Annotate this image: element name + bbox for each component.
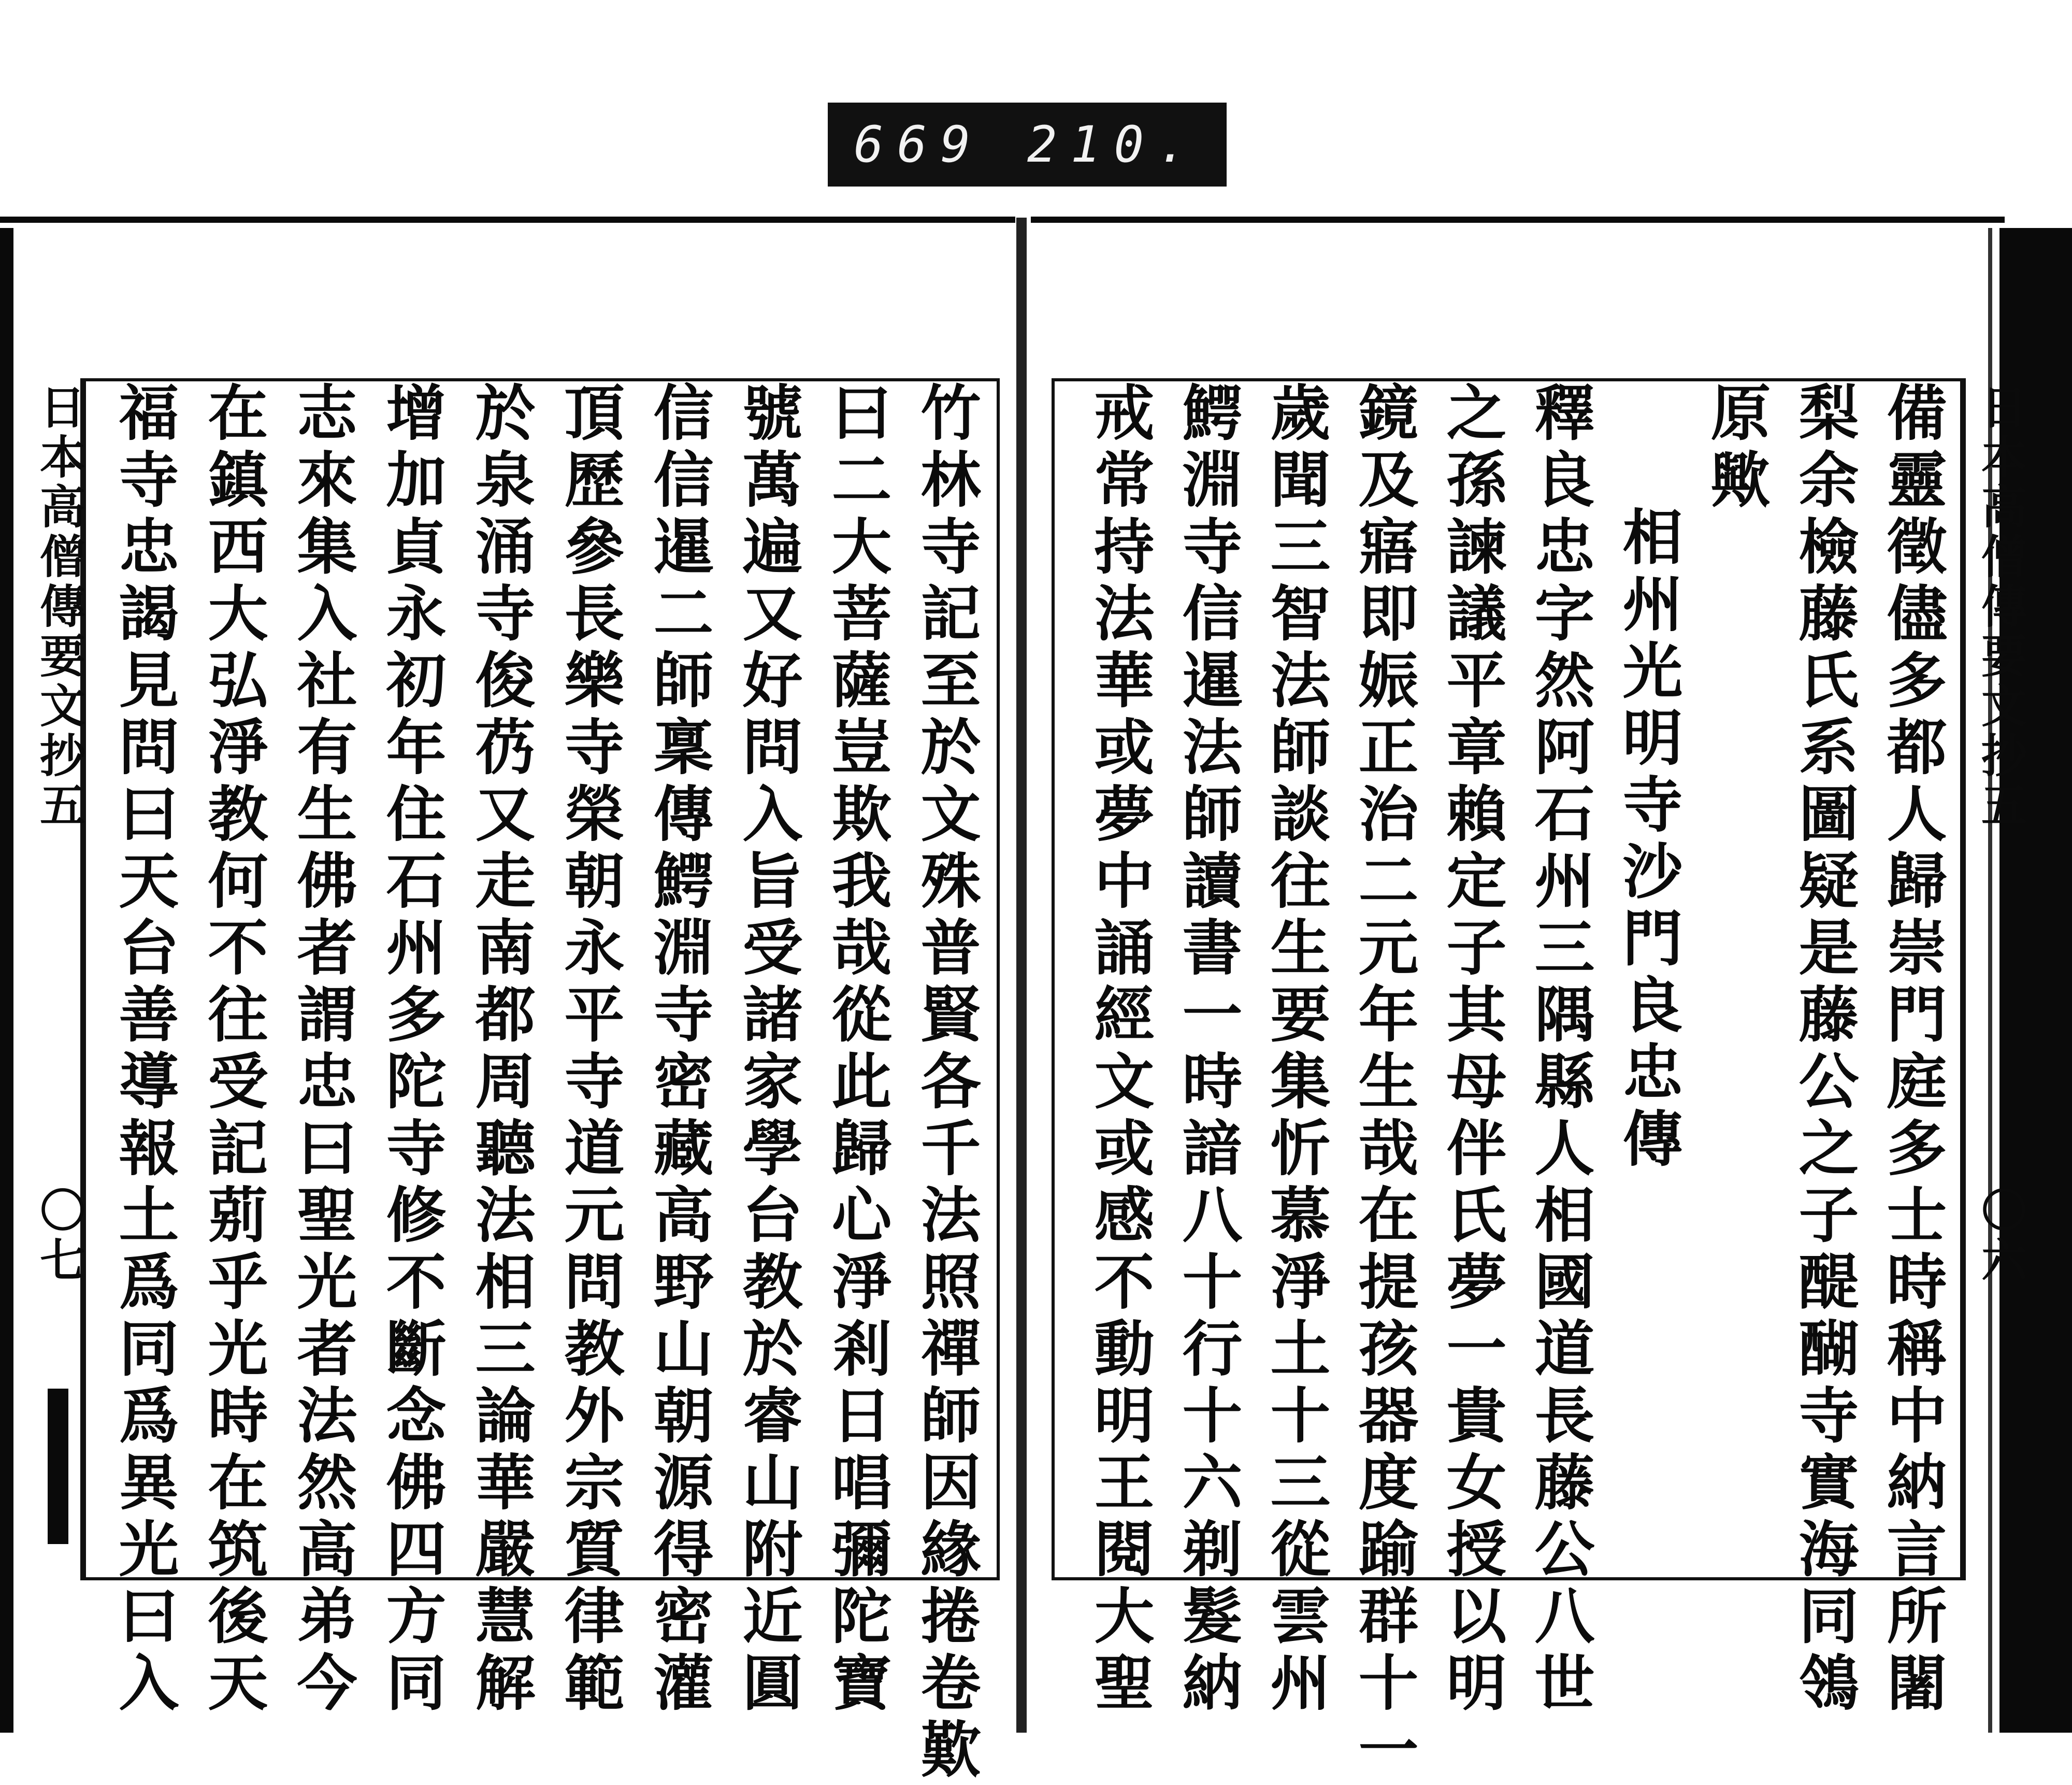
left-book-edge (0, 228, 13, 1733)
text-column: 頂歷參長樂寺榮朝永平寺道元問教外宗質律範 (554, 381, 625, 1718)
section-title: 相州光明寺沙門良忠傳 (1613, 506, 1683, 1174)
text-column: 歲聞三智法師談往生要集忻慕淨土十三從雲州 (1260, 381, 1331, 1718)
text-column: 釋良忠字然阿石州三隅縣人相國道長藤公八世 (1524, 381, 1595, 1718)
right-margin-rule (1963, 378, 1966, 1580)
text-column: 鏡及寤即娠正治二元年生哉在提孩器度踰群十一 (1348, 381, 1419, 1785)
archive-label-left: 669 (854, 116, 984, 174)
binding-gutter (1016, 218, 1027, 1733)
text-column: 竹林寺記至於文殊普賢各千法照禪師因緣捲卷歎 (911, 381, 981, 1785)
archive-label (828, 103, 1227, 187)
left-text-frame (83, 378, 1000, 1785)
text-column: 在鎮西大弘淨教何不往受記莂乎光時在筑後天 (198, 381, 268, 1718)
text-column: 梨余檢藤氏系圖疑是藤公之子醍醐寺實海同鴒 (1789, 381, 1859, 1718)
text-column: 原歟 (1701, 381, 1771, 515)
text-column: 曰二大菩薩豈欺我哉從此歸心淨剎日唱彌陀寶 (822, 381, 892, 1718)
left-edge-block (48, 1389, 68, 1544)
text-column: 備靈徵儘多都人歸崇門庭多士時稱中納言所闍 (1877, 381, 1947, 1718)
text-column: 福寺忠謁見問曰天台善導報土爲同爲異光曰入 (109, 381, 179, 1718)
text-column: 鰐淵寺信暹法師讀書一時諳八十行十六剃髮納 (1172, 381, 1243, 1718)
left-page-header: 日本高僧傳要文抄五 (33, 383, 87, 831)
text-column: 增加貞永初年住石州多陀寺修不斷念佛四方同 (376, 381, 447, 1718)
text-column: 之孫諫議平章賴定子其母伴氏夢一貴女授以明 (1436, 381, 1507, 1718)
archive-label-right: 210. (1027, 116, 1201, 174)
top-edge-right (1031, 217, 2005, 223)
text-column: 信信暹二師稟傳鰐淵寺密藏高野山朝源得密灌 (643, 381, 714, 1718)
left-folio: 〇七 (33, 1187, 87, 1286)
top-edge-left (0, 217, 1015, 223)
text-column: 志來集入社有生佛者謂忠曰聖光者法然高弟今 (287, 381, 357, 1718)
text-column: 號萬遍又好問入旨受諸家學台教於睿山附近圓 (732, 381, 803, 1718)
right-folio: 〇六 (1974, 1187, 2028, 1286)
text-column: 戒常持法華或夢中誦經文或感不動明王閱大聖 (1084, 381, 1155, 1718)
text-column: 於泉涌寺俊芿又走南都周聽法相三論華嚴慧解 (465, 381, 536, 1718)
right-page-header: 日本高僧傳要文抄五 (1974, 383, 2028, 831)
right-text-frame (1052, 378, 1963, 1785)
